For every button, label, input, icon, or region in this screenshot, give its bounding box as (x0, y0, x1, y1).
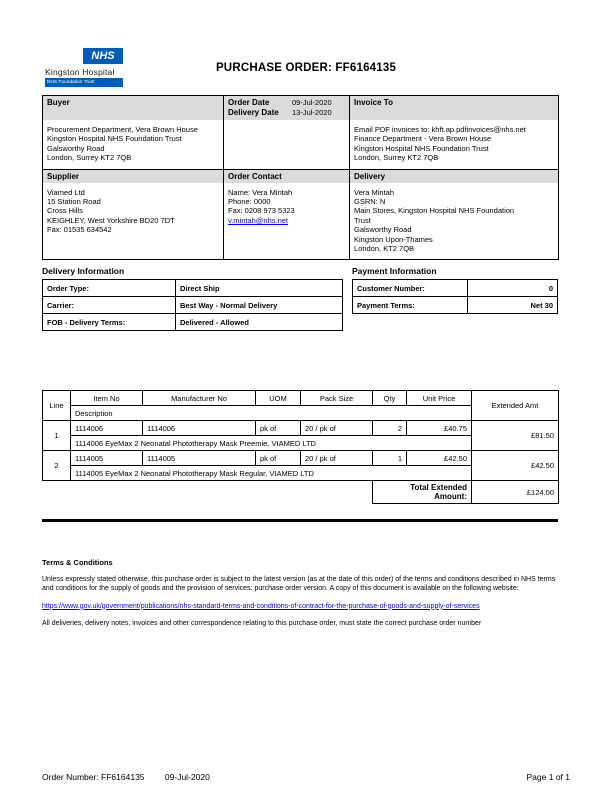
order-header-table (42, 95, 559, 260)
address-line: Finance Department - Vera Brown House (354, 134, 492, 144)
delivery-header-band (350, 170, 558, 183)
col-description: Description (71, 406, 472, 421)
carrier-label: Carrier: (43, 297, 176, 314)
col-pack-size: Pack Size (301, 391, 373, 406)
address-line: GSRN: N (354, 197, 386, 207)
page-footer (42, 772, 570, 782)
delivery-date-label: Delivery Date (228, 108, 279, 117)
footer-left (42, 772, 210, 782)
order-contact-cell (224, 169, 350, 260)
supplier-address (43, 183, 223, 241)
table-row (43, 421, 559, 436)
total-extended-label: Total Extended Amount: (373, 481, 472, 504)
address-line: Trust (354, 215, 371, 225)
item-description: 1114006 EyeMax 2 Neonatal Phototherapy Mask Preemie, VIAMED LTD (71, 436, 472, 451)
address-line: London, KT2 7QB (354, 244, 415, 254)
address-line: Viamed Ltd (47, 187, 85, 197)
invoice-to-header-band (350, 96, 558, 120)
address-line: Galsworthy Road (354, 225, 412, 235)
address-line: 15 Station Road (47, 197, 101, 207)
table-header-row (43, 391, 559, 406)
order-contact-details (224, 183, 349, 232)
buyer-label: Buyer (47, 98, 70, 107)
invoice-to-cell (350, 96, 559, 170)
address-line: Kingston Hospital NHS Foundation Trust (47, 134, 182, 144)
table-row (353, 297, 558, 314)
order-type-label: Order Type: (43, 280, 176, 297)
total-spacer (43, 481, 373, 504)
terms-paragraph: All deliveries, delivery notes, invoices and other correspondence relating to this purchase order, must state the correct purchase order number (42, 620, 482, 628)
item-no: 1114005 (71, 451, 143, 466)
total-extended-value: £124.00 (472, 481, 559, 504)
contact-email-link[interactable]: v.mintah@nhs.net (228, 215, 289, 225)
uom: pk of (256, 421, 301, 436)
carrier-value: Best Way - Normal Delivery (176, 297, 343, 314)
address-line: Procurement Department, Vera Brown House (47, 125, 198, 134)
manufacturer-no: 1114005 (143, 451, 256, 466)
line-number: 2 (43, 451, 71, 481)
address-line: KEIGHLEY, West Yorkshire BD20 7DT (47, 215, 175, 225)
address-line: London, Surrey KT2 7QB (47, 153, 132, 163)
col-item-no: Item No (71, 391, 143, 406)
dates-band (224, 96, 349, 120)
nhs-logo-icon: NHS (83, 48, 123, 64)
table-row (43, 280, 343, 297)
page-title: PURCHASE ORDER: FF6164135 (215, 62, 397, 74)
invoice-to-address (350, 120, 558, 169)
delivery-date-value: 13-Jul-2020 (292, 108, 332, 117)
table-row (43, 451, 559, 466)
col-unit-price: Unit Price (407, 391, 472, 406)
supplier-header-band (43, 170, 223, 183)
col-uom: UOM (256, 391, 301, 406)
customer-number-value: 0 (468, 280, 558, 297)
extended-amt: £42.50 (472, 451, 559, 481)
item-description: 1114005 EyeMax 2 Neonatal Phototherapy Mask Regular, VIAMED LTD (71, 466, 472, 481)
supplier-label: Supplier (47, 171, 80, 181)
contact-line: Name: Vera Mintah (228, 187, 293, 197)
order-contact-header-band (224, 170, 349, 183)
extended-amt: £81.50 (472, 421, 559, 451)
invoice-to-label: Invoice To (354, 98, 393, 107)
delivery-cell (350, 169, 559, 260)
order-date-row (228, 98, 345, 108)
col-qty: Qty (373, 391, 407, 406)
buyer-header-band (43, 96, 223, 120)
uom: pk of (256, 451, 301, 466)
payment-terms-label: Payment Terms: (353, 297, 468, 314)
payment-terms-value: Net 30 (468, 297, 558, 314)
col-extended-amt: Extended Amt (472, 391, 559, 421)
contact-line: Fax: 0208 973 5323 (228, 206, 295, 216)
item-no: 1114006 (71, 421, 143, 436)
address-line: Email PDF invoices to: khft.ap.pdfinvoices@nhs.net (354, 125, 526, 134)
order-type-value: Direct Ship (176, 280, 343, 297)
col-line: Line (43, 391, 71, 421)
table-row (43, 314, 343, 331)
pack-size: 20 / pk of (301, 451, 373, 466)
terms-link[interactable]: https://www.gov.uk/government/publications/nhs-standard-terms-and-conditions-of-contract-for-the-purchase-of-goods-and-supply-of-services (42, 602, 480, 610)
unit-price: £42.50 (407, 451, 472, 466)
buyer-cell (43, 96, 224, 170)
section-divider (42, 519, 558, 522)
terms-title: Terms & Conditions (42, 558, 113, 567)
qty: 1 (373, 451, 407, 466)
delivery-information-table (42, 279, 343, 331)
footer-page-number: Page 1 of 1 (526, 772, 570, 782)
payment-information-table (352, 279, 558, 314)
order-contact-label: Order Contact (228, 171, 282, 181)
qty: 2 (373, 421, 407, 436)
address-line: Main Stores, Kingston Hospital NHS Foundation (354, 206, 515, 216)
address-line: Kingston Upon-Thames (354, 234, 433, 244)
dates-cell (224, 96, 350, 170)
supplier-cell (43, 169, 224, 260)
order-date-value: 09-Jul-2020 (292, 98, 332, 107)
address-line: Cross Hills (47, 206, 83, 216)
delivery-address (350, 183, 558, 260)
fob-terms-label: FOB - Delivery Terms: (43, 314, 176, 331)
terms-paragraph: Unless expressly stated otherwise, this purchase order is subject to the latest version (as at the date of this order) of the terms and conditions described in NHS terms and conditions for the supply of goods and the provision of services: purchase order version. A copy of this document is available on the following website: (42, 576, 556, 592)
trust-name-bar: NHS Foundation Trust (45, 78, 123, 87)
buyer-address (43, 120, 223, 169)
footer-order-number: Order Number: FF6164135 (42, 772, 145, 782)
footer-date: 09-Jul-2020 (164, 772, 210, 782)
address-line: Fax: 01535 634542 (47, 225, 112, 235)
customer-number-label: Customer Number: (353, 280, 468, 297)
delivery-label: Delivery (354, 171, 386, 181)
address-line: London, Surrey KT2 7QB (354, 153, 439, 163)
line-items-table (42, 390, 559, 504)
delivery-information-title: Delivery Information (42, 266, 125, 276)
total-row (43, 481, 559, 504)
manufacturer-no: 1114006 (143, 421, 256, 436)
payment-information-title: Payment Information (352, 266, 437, 276)
line-number: 1 (43, 421, 71, 451)
address-line: Kingston Hospital NHS Foundation Trust (354, 143, 489, 153)
pack-size: 20 / pk of (301, 421, 373, 436)
contact-line: Phone: 0000 (228, 197, 271, 207)
delivery-date-row (228, 108, 345, 118)
address-line: Vera Mintah (354, 187, 395, 197)
terms-and-conditions (42, 558, 558, 629)
table-row (353, 280, 558, 297)
table-row (43, 297, 343, 314)
hospital-name: Kingston Hospital (45, 67, 115, 77)
unit-price: £40.75 (407, 421, 472, 436)
address-line: Galsworthy Road (47, 143, 105, 153)
col-manufacturer-no: Manufacturer No (143, 391, 256, 406)
fob-terms-value: Delivered - Allowed (176, 314, 343, 331)
order-date-label: Order Date (228, 98, 270, 107)
